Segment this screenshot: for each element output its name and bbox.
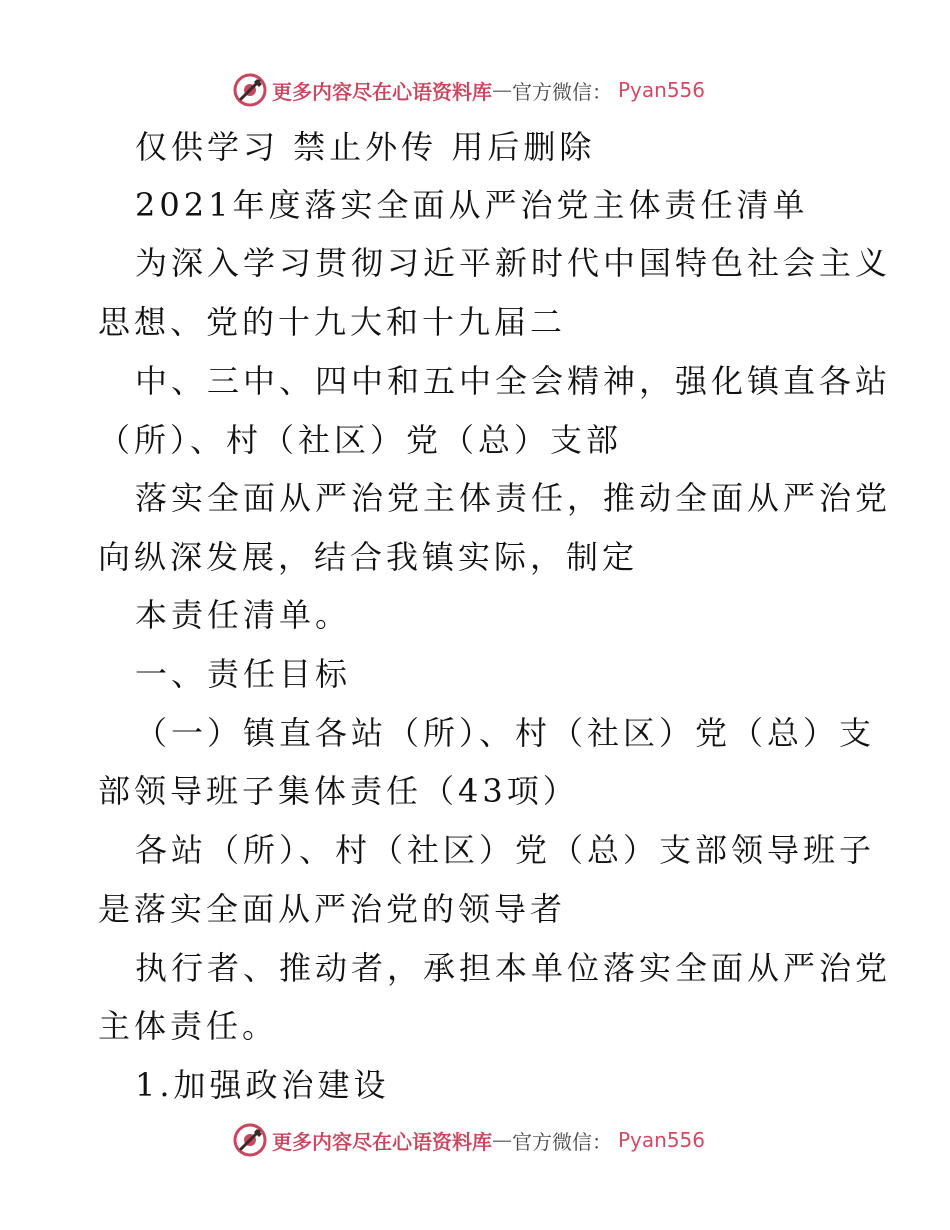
brand-logo-icon bbox=[232, 72, 268, 108]
paragraph-line: 思想、党的十九大和十九届二 bbox=[98, 303, 567, 341]
paragraph-line: 为深入学习贯彻习近平新时代中国特色社会主义 bbox=[135, 244, 892, 282]
paragraph-line: 执行者、推动者，承担本单位落实全面从严治党 bbox=[135, 949, 892, 987]
section-heading: 一、责任目标 bbox=[135, 655, 352, 693]
subsection-heading-cont: 部领导班子集体责任（43项） bbox=[98, 772, 579, 810]
brand-logo-icon bbox=[232, 1122, 268, 1158]
paragraph-line: 本责任清单。 bbox=[135, 596, 352, 634]
paragraph-line: 向纵深发展，结合我镇实际，制定 bbox=[98, 538, 639, 576]
paragraph-line: 主体责任。 bbox=[98, 1007, 279, 1045]
document-title: 2021年度落实全面从严治党主体责任清单 bbox=[135, 186, 809, 224]
watermark-separator: — bbox=[492, 1128, 512, 1152]
numbered-heading: 1.加强政治建设 bbox=[135, 1066, 390, 1104]
paragraph-line: （所）、村（社区）党（总）支部 bbox=[98, 421, 623, 459]
subsection-heading: （一）镇直各站（所）、村（社区）党（总）支 bbox=[135, 714, 876, 752]
watermark-brand-text: 更多内容尽在心语资料库 bbox=[272, 79, 492, 104]
watermark-footer bbox=[232, 1120, 752, 1160]
paragraph-line: 各站（所）、村（社区）党（总）支部领导班子 bbox=[135, 831, 876, 869]
paragraph-line: 是落实全面从严治党的领导者 bbox=[98, 890, 567, 928]
paragraph-line: 中、三中、四中和五中全会精神，强化镇直各站 bbox=[135, 362, 892, 400]
watermark-wechat-id: Pyan556 bbox=[618, 78, 706, 102]
watermark-wechat-label: 官方微信： bbox=[512, 79, 612, 104]
watermark-wechat-label: 官方微信： bbox=[512, 1129, 612, 1154]
notice-line: 仅供学习 禁止外传 用后删除 bbox=[135, 128, 596, 166]
watermark-brand-text: 更多内容尽在心语资料库 bbox=[272, 1129, 492, 1154]
paragraph-line: 落实全面从严治党主体责任，推动全面从严治党 bbox=[135, 479, 892, 517]
watermark-separator: — bbox=[492, 78, 512, 102]
watermark-header bbox=[232, 70, 752, 110]
watermark-wechat-id: Pyan556 bbox=[618, 1128, 706, 1152]
